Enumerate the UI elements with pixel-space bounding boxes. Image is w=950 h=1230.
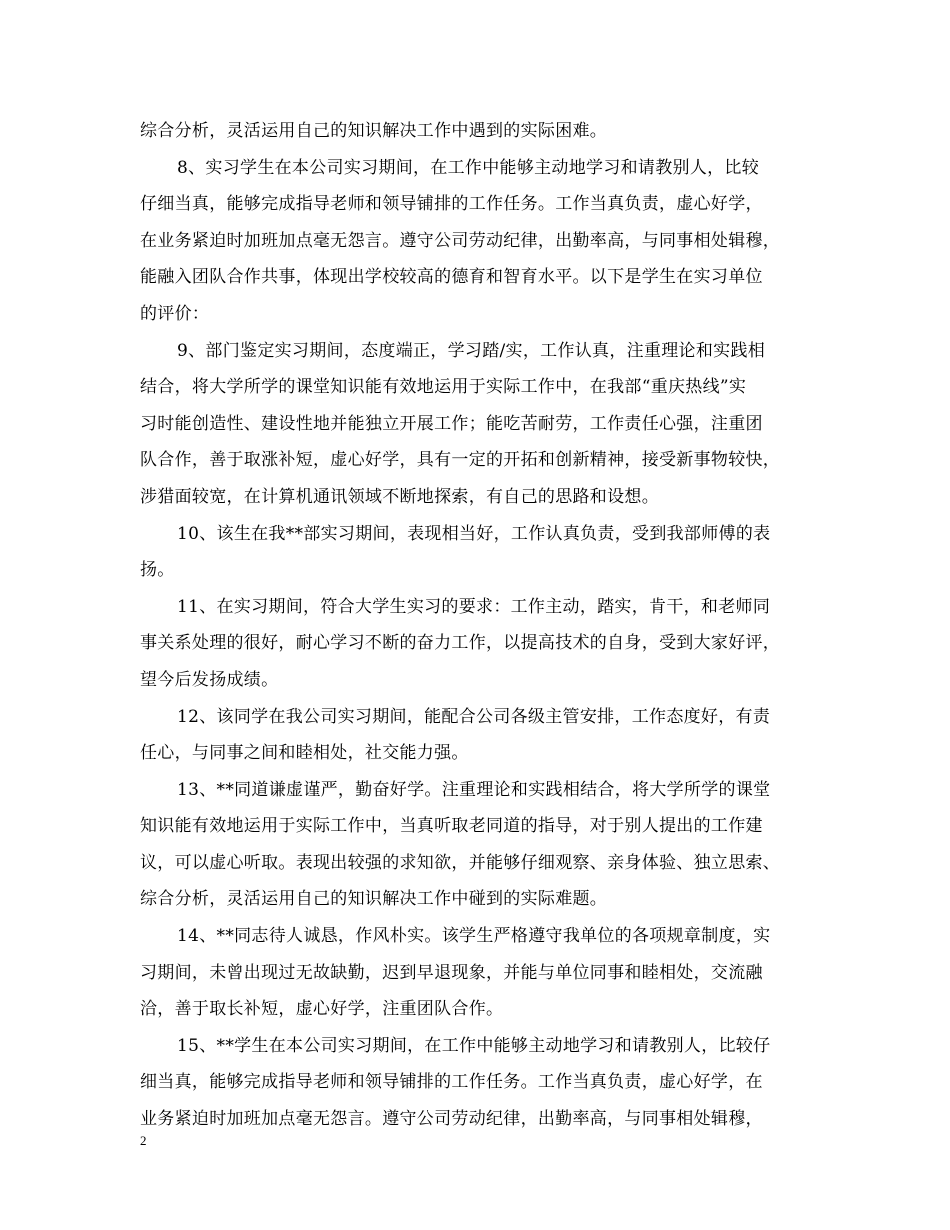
paragraph-first-line: 13、**同道谦虚谨严，勤奋好学。注重理论和实践相结合，将大学所学的课堂 [177,779,771,800]
text-line: 知识能有效地运用于实际工作中，当真听取老同道的指导，对于别人提出的工作建 [140,816,763,837]
page-number: 2 [140,1133,147,1148]
text-line: 事关系处理的很好，耐心学习不断的奋力工作，以提高技术的自身，受到大家好评， [140,633,781,654]
text-line: 业务紧迫时加班加点毫无怨言。遵守公司劳动纪律，出勤率高，与同事相处辑穆， [140,1109,763,1130]
paragraph-first-line: 11、在实习期间，符合大学生实习的要求：工作主动，踏实，肯干，和老师同 [177,596,771,617]
text-line: 综合分析，灵活运用自己的知识解决工作中遇到的实际困难。 [140,121,608,141]
text-line: 扬。 [140,560,175,581]
text-line: 在业务紧迫时加班加点毫无怨言。遵守公司劳动纪律，出勤率高，与同事相处辑穆， [140,230,781,251]
text-line: 综合分析，灵活运用自己的知识解决工作中碰到的实际难题。 [140,889,608,910]
text-line: 结合，将大学所学的课堂知识能有效地运用于实际工作中，在我部“重庆热线”实 [140,377,747,398]
paragraph-first-line: 15、**学生在本公司实习期间，在工作中能够主动地学习和请教别人，比较仔 [177,1035,771,1056]
text-line: 洽，善于取长补短，虚心好学，注重团队合作。 [140,999,504,1020]
text-line: 议，可以虚心听取。表现出较强的求知欲，并能够仔细观察、亲身体验、独立思索、 [140,852,781,873]
text-line: 习期间，未曾出现过无故缺勤，迟到早退现象，并能与单位同事和睦相处，交流融 [140,962,763,983]
text-line: 细当真，能够完成指导老师和领导铺排的工作任务。工作当真负责，虚心好学，在 [140,1072,763,1093]
text-line: 涉猎面较宽，在计算机通讯领域不断地探索，有自己的思路和设想。 [140,486,659,507]
paragraph-first-line: 10、该生在我**部实习期间，表现相当好，工作认真负责，受到我部师傅的表 [177,523,771,544]
text-line: 习时能创造性、建设性地并能独立开展工作；能吃苦耐劳，工作责任心强，注重团 [140,413,763,434]
text-line: 能融入团队合作共事，体现出学校较高的德育和智育水平。以下是学生在实习单位 [140,267,763,288]
paragraph-first-line: 14、**同志待人诚恳，作风朴实。该学生严格遵守我单位的各项规章制度，实 [177,926,771,947]
text-line: 任心，与同事之间和睦相处，社交能力强。 [140,743,469,764]
paragraph-first-line: 12、该同学在我公司实习期间，能配合公司各级主管安排，工作态度好，有责 [177,706,771,727]
text-line: 仔细当真，能够完成指导老师和领导铺排的工作任务。工作当真负责，虚心好学， [140,194,763,215]
text-line: 的评价： [140,303,210,324]
text-line: 队合作，善于取涨补短，虚心好学，具有一定的开拓和创新精神，接受新事物较快， [140,450,781,471]
document-body [140,113,820,1138]
paragraph-first-line: 8、实习学生在本公司实习期间，在工作中能够主动地学习和请教别人，比较 [177,157,760,178]
text-line: 望今后发扬成绩。 [140,669,279,690]
paragraph-first-line: 9、部门鉴定实习期间，态度端正，学习踏/实，工作认真，注重理论和实践相 [177,340,766,361]
